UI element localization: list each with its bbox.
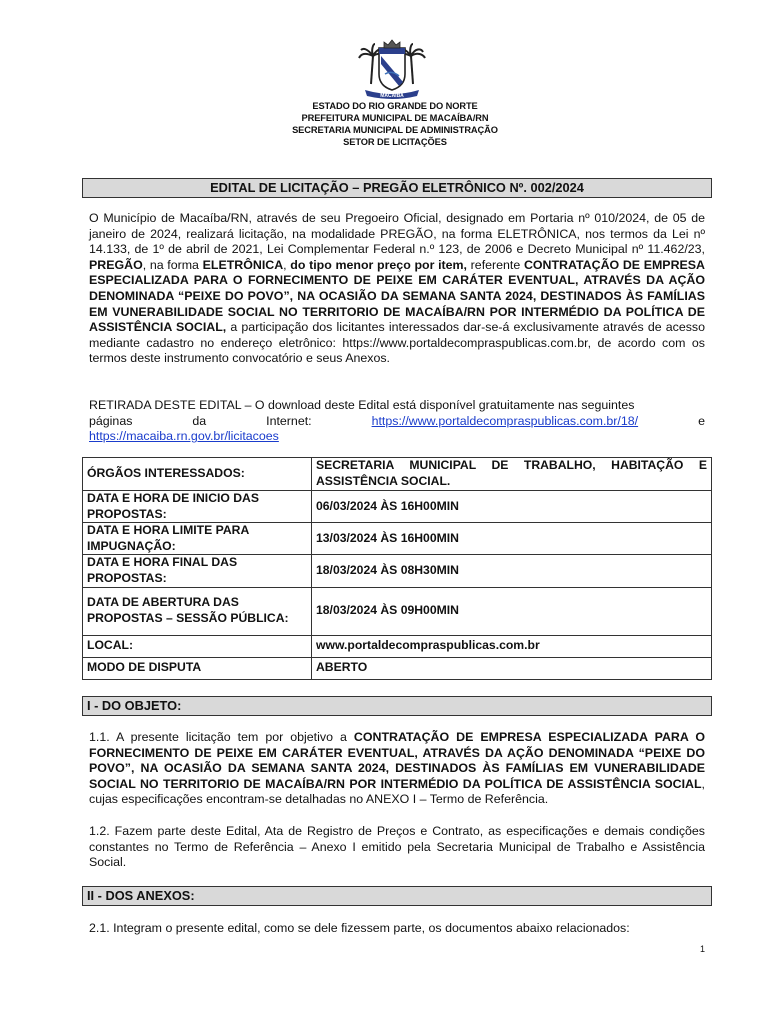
portal-link[interactable]: https://www.portaldecompraspublicas.com.br/18/ [371, 413, 639, 428]
retirada-word: da [192, 413, 207, 428]
intro-bold-eletronica: ELETRÔNICA [202, 257, 284, 272]
intro-text: O Município de Macaíba/RN, através de seu Pregoeiro Oficial, designado em Portaria nº 010/2024, de 05 de janeiro de 2024, realizará licitação, na modalidade PREGÃO, na forma ELETRÔNICA, nos termos da Lei nº 14.133, de 1º de abril de 2021, Lei Complementar Federal n.º 123, de 2006 e Decreto Municipal nº 11.462/23, [89, 211, 705, 257]
header-secretariat: SECRETARIA MUNICIPAL DE ADMINISTRAÇÃO [292, 125, 498, 135]
section1-paragraph-2: 1.2. Fazem parte deste Edital, Ata de Registro de Preços e Contrato, as especificações e demais condições constantes no Termo de Referência – Anexo I emitido pela Secretaria Municipal de Trabalho e Assistência Social. [89, 824, 705, 870]
table-value: 13/03/2024 ÀS 16H00MIN [312, 523, 712, 555]
page-number: 1 [700, 944, 706, 954]
header-sector: SETOR DE LICITAÇÕES [343, 137, 447, 147]
table-row [83, 523, 712, 555]
intro-bold-pregao: PREGÃO [89, 257, 143, 272]
table-key: LOCAL: [83, 635, 312, 657]
info-table [82, 457, 712, 680]
retirada-word: páginas [89, 413, 133, 428]
intro-text: referente [467, 257, 524, 272]
table-key: MODO DE DISPUTA [83, 657, 312, 679]
table-value: www.portaldecompraspublicas.com.br [312, 635, 712, 657]
table-key: DATA DE ABERTURA DAS PROPOSTAS – SESSÃO PÚBLICA: [83, 587, 312, 635]
document-header [240, 100, 550, 148]
table-value: 18/03/2024 ÀS 08H30MIN [312, 555, 712, 587]
header-prefecture: PREFEITURA MUNICIPAL DE MACAÍBA/RN [301, 113, 489, 123]
macaiba-licitacoes-link[interactable]: https://macaiba.rn.gov.br/licitacoes [89, 429, 279, 444]
table-row [83, 587, 712, 635]
table-value: 06/03/2024 ÀS 16H00MIN [312, 491, 712, 523]
intro-text: , na forma [142, 257, 203, 272]
retirada-links-row [89, 414, 705, 430]
table-value: ABERTO [312, 657, 712, 679]
section-heading-objeto: I - DO OBJETO: [82, 696, 712, 716]
table-key: DATA E HORA FINAL DAS PROPOSTAS: [83, 555, 312, 587]
table-key: ÓRGÃOS INTERESSADOS: [83, 458, 312, 491]
municipal-seal-logo [357, 34, 427, 102]
section2-paragraph-1: 2.1. Integram o presente edital, como se dele fizessem parte, os documentos abaixo relacionados: [89, 921, 630, 935]
section1-bold-object: CONTRATAÇÃO DE EMPRESA ESPECIALIZADA PARA O FORNECIMENTO DE PEIXE EM CARÁTER EVENTUAL, ATRAVÉS DA AÇÃO DENOMINADA “PEIXE DO POVO”, NA OCASIÃO DA SEMANA SANTA 2024, DESTINADOS ÀS FAMÍLIAS EM VUNERABILIDADE SOCIAL NO TERRITORIO DE MACAÍBA/RN POR INTERMÉDIO DA POLÍTICA DE ASSISTÊNCIA SOCIAL [89, 730, 705, 791]
section1-paragraph-1 [89, 730, 705, 808]
seal-ribbon-text: MACAÍBA [380, 93, 404, 99]
table-row [83, 635, 712, 657]
section-heading-anexos: II - DOS ANEXOS: [82, 886, 712, 906]
retirada-word: Internet: [266, 413, 312, 428]
retirada-word: e [698, 413, 705, 428]
table-row [83, 657, 712, 679]
table-row [83, 491, 712, 523]
retirada-line: RETIRADA DESTE EDITAL – O download deste Edital está disponível gratuitamente nas seguintes [89, 398, 635, 412]
header-state: ESTADO DO RIO GRANDE DO NORTE [312, 101, 478, 111]
table-key: DATA E HORA LIMITE PARA IMPUGNAÇÃO: [83, 523, 312, 555]
table-row [83, 555, 712, 587]
intro-text: a participação dos licitantes interessados dar-se-á exclusivamente através de acesso mediante cadastro no endereço eletrônico: https://www.portaldecompraspublicas.com.br, de acordo com os termos deste instrumento convocatório e seus Anexos. [89, 320, 706, 366]
table-value: 18/03/2024 ÀS 09H00MIN [312, 587, 712, 635]
intro-bold-tipo: do tipo menor preço por item, [290, 257, 467, 272]
intro-bold-object: CONTRATAÇÃO DE EMPRESA ESPECIALIZADA PARA O FORNECIMENTO DE PEIXE EM CARÁTER EVENTUAL, ATRAVÉS DA AÇÃO DENOMINADA “PEIXE DO POVO”, NA OCASIÃO DA SEMANA SANTA 2024, DESTINADOS ÀS FAMÍLIAS EM VUNERABILIDADE SOCIAL NO TERRITORIO DE MACAÍBA/RN POR INTERMÉDIO DA POLÍTICA DE ASSISTÊNCIA SOCIAL, [89, 257, 705, 335]
table-value: SECRETARIA MUNICIPAL DE TRABALHO, HABITAÇÃO E ASSISTÊNCIA SOCIAL. [312, 458, 712, 491]
edital-title: EDITAL DE LICITAÇÃO – PREGÃO ELETRÔNICO Nº. 002/2024 [82, 178, 712, 198]
table-key: DATA E HORA DE INICIO DAS PROPOSTAS: [83, 491, 312, 523]
retirada-paragraph [89, 398, 705, 445]
intro-paragraph [89, 211, 705, 367]
table-row [83, 458, 712, 491]
intro-text: , [283, 257, 291, 272]
section1-text: 1.1. A presente licitação tem por objetivo a [89, 730, 354, 744]
section1-text: , cujas especificações encontram-se detalhadas no ANEXO I – Termo de Referência. [89, 776, 705, 807]
